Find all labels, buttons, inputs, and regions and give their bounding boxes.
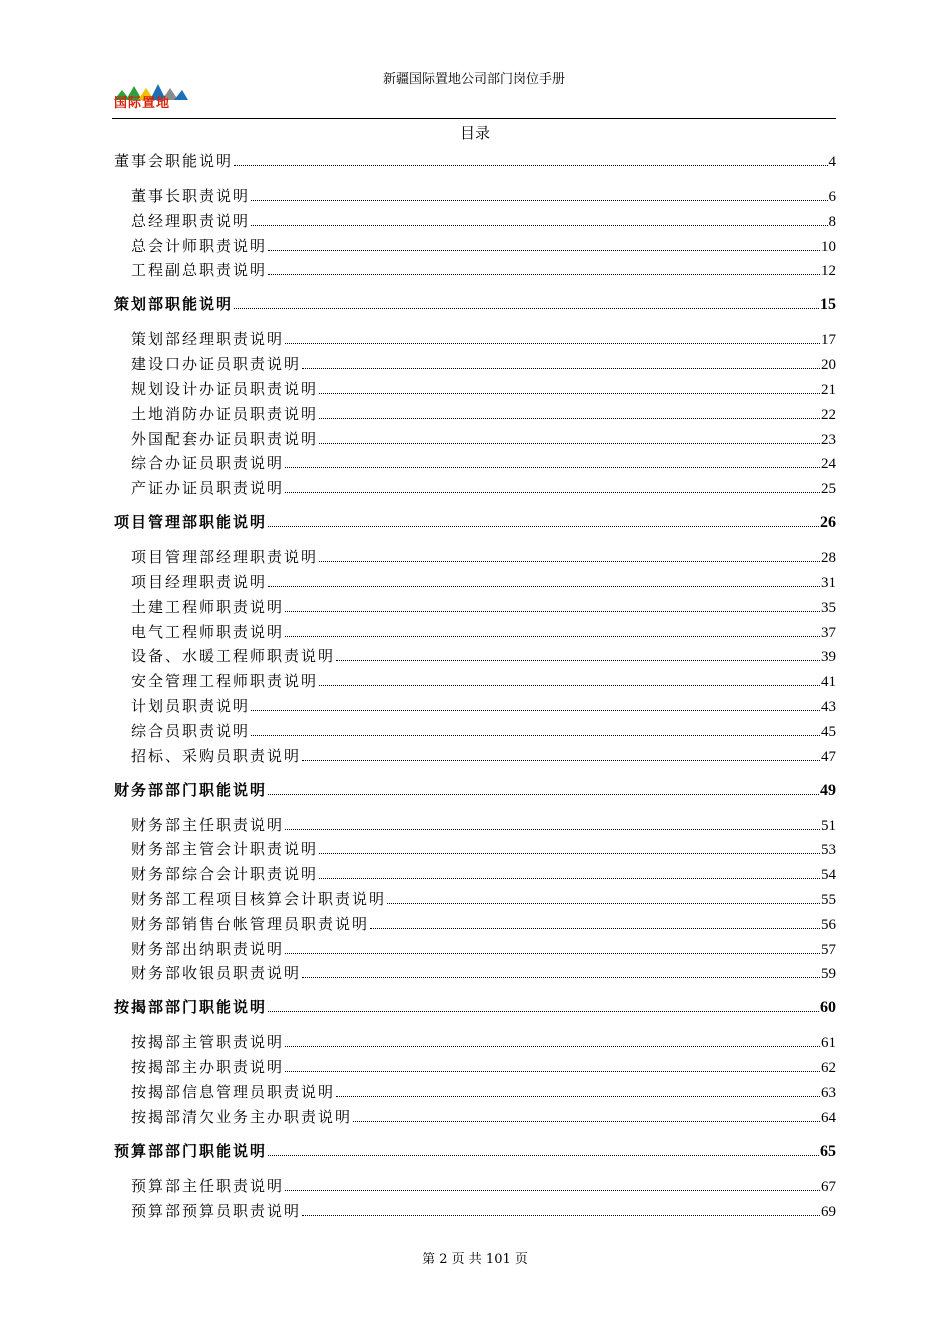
toc-page-number: 49 [820, 781, 836, 799]
toc-dot-leader [268, 249, 820, 251]
toc-entry[interactable] [131, 452, 836, 473]
toc-entry[interactable] [131, 378, 836, 399]
toc-entry-label: 按揭部主管职责说明 [131, 1033, 285, 1052]
toc-dot-leader [319, 877, 820, 879]
toc-section-entry[interactable] [114, 293, 836, 314]
toc-dot-leader [268, 793, 819, 795]
toc-page-number: 59 [821, 966, 836, 983]
page-footer: 第 2 页 共 101 页 [422, 1252, 528, 1267]
toc-dot-leader [251, 224, 827, 226]
toc-page-number: 21 [821, 382, 836, 398]
toc-page-number: 22 [821, 406, 836, 423]
toc-dot-leader [285, 635, 820, 637]
toc-page-number: 6 [828, 189, 836, 205]
toc-page-number: 24 [821, 456, 836, 473]
toc-page-number: 8 [828, 213, 836, 230]
toc-entry[interactable] [131, 863, 836, 884]
toc-entry[interactable] [131, 1031, 836, 1052]
toc-dot-leader [302, 367, 820, 369]
toc-page-number: 26 [820, 514, 836, 532]
toc-entry[interactable] [131, 695, 836, 716]
toc-entry-label: 外国配套办证员职责说明 [131, 429, 319, 448]
toc-dot-leader [319, 560, 820, 562]
toc-dot-leader [285, 1070, 820, 1072]
toc-page-number: 39 [821, 649, 836, 666]
toc-dot-leader [370, 927, 820, 929]
toc-entry[interactable] [131, 938, 836, 959]
toc-dot-leader [336, 1095, 820, 1097]
toc-page-number: 51 [821, 817, 836, 834]
toc-page-number: 12 [821, 263, 836, 280]
toc-entry-label: 土建工程师职责说明 [131, 597, 285, 616]
toc-dot-leader [251, 199, 827, 201]
toc-entry[interactable] [131, 745, 836, 766]
toc-dot-leader [319, 852, 820, 854]
toc-entry[interactable] [131, 185, 836, 206]
toc-entry[interactable] [131, 838, 836, 859]
toc-entry[interactable] [131, 888, 836, 909]
toc-entry-label: 项目管理部经理职责说明 [131, 548, 319, 567]
toc-entry-label: 预算部预算员职责说明 [131, 1201, 302, 1220]
toc-dot-leader [319, 417, 820, 419]
toc-entry[interactable] [131, 645, 836, 666]
toc-entry[interactable] [131, 353, 836, 374]
toc-entry-label: 策划部职能说明 [114, 295, 234, 314]
toc-dot-leader [387, 902, 820, 904]
toc-dot-leader [285, 952, 820, 954]
toc-entry[interactable] [131, 1200, 836, 1221]
toc-page-number: 65 [820, 1142, 836, 1160]
toc-dot-leader [319, 684, 820, 686]
toc-entry-label: 财务部部门职能说明 [114, 780, 268, 799]
toc-entry[interactable] [131, 814, 836, 835]
toc-page-number: 20 [821, 357, 836, 374]
toc-dot-leader [268, 585, 820, 587]
toc-entry-label: 总会计师职责说明 [131, 236, 268, 255]
toc-entry[interactable] [131, 210, 836, 231]
toc-entry-label: 财务部主任职责说明 [131, 815, 285, 834]
toc-entry[interactable] [131, 621, 836, 642]
toc-entry-label: 安全管理工程师职责说明 [131, 672, 319, 691]
toc-page-number: 64 [821, 1109, 836, 1126]
toc-dot-leader [285, 466, 820, 468]
toc-page-number: 15 [820, 296, 836, 314]
toc-entry-label: 建设口办证员职责说明 [131, 355, 302, 374]
toc-page-number: 47 [821, 748, 836, 765]
toc-entry-label: 工程副总职责说明 [131, 261, 268, 280]
toc-dot-leader [302, 976, 820, 978]
toc-page-number: 54 [821, 867, 836, 884]
toc-page-number: 45 [821, 723, 836, 740]
toc-entry[interactable] [131, 670, 836, 691]
toc-page-number: 17 [821, 332, 836, 349]
toc-dot-leader [251, 734, 820, 736]
toc-page-number: 57 [821, 941, 836, 958]
toc-dot-leader [268, 525, 819, 527]
toc-dot-leader [285, 610, 820, 612]
toc-entry-label: 按揭部部门职能说明 [114, 998, 268, 1017]
toc-page-number: 31 [821, 575, 836, 591]
toc-section-entry[interactable] [114, 150, 836, 171]
toc-dot-leader [234, 164, 827, 166]
toc-entry-label: 规划设计办证员职责说明 [131, 380, 319, 398]
toc-dot-leader [285, 1189, 820, 1191]
toc-entry-label: 按揭部主办职责说明 [131, 1058, 285, 1077]
toc-entry[interactable] [131, 720, 836, 741]
toc-entry[interactable] [131, 962, 836, 983]
toc-entry[interactable] [131, 259, 836, 280]
toc-entry-label: 计划员职责说明 [131, 697, 251, 715]
toc-entry[interactable] [131, 546, 836, 567]
toc-section-entry[interactable] [114, 779, 836, 800]
toc-dot-leader [302, 759, 820, 761]
toc-entry-label: 招标、采购员职责说明 [131, 746, 302, 765]
toc-page-number: 55 [821, 892, 836, 908]
toc-dot-leader [319, 392, 820, 394]
toc-page-number: 23 [821, 431, 836, 448]
toc-page-number: 56 [821, 916, 836, 933]
toc-entry[interactable] [131, 235, 836, 256]
toc-entry[interactable] [131, 1056, 836, 1077]
toc-section-entry[interactable] [114, 1140, 836, 1161]
toc-dot-leader [251, 709, 820, 711]
toc-dot-leader [302, 1214, 820, 1216]
toc-entry[interactable] [131, 913, 836, 934]
toc-entry-label: 财务部销售台帐管理员职责说明 [131, 914, 370, 933]
toc-entry-label: 财务部出纳职责说明 [131, 939, 285, 958]
toc-page-number: 61 [821, 1035, 836, 1052]
toc-page-number: 43 [821, 699, 836, 715]
toc-page-number: 35 [821, 599, 836, 616]
toc-dot-leader [353, 1120, 820, 1122]
toc-entry[interactable] [131, 428, 836, 449]
toc-dot-leader [285, 491, 820, 493]
toc-page-number: 63 [821, 1085, 836, 1101]
toc-dot-leader [319, 442, 820, 444]
toc-entry-label: 财务部主管会计职责说明 [131, 840, 319, 859]
toc-entry-label: 按揭部信息管理员职责说明 [131, 1083, 336, 1101]
document-header-title: 新疆国际置地公司部门岗位手册 [382, 72, 565, 87]
toc-entry-label: 综合员职责说明 [131, 721, 251, 740]
toc-entry[interactable] [131, 477, 836, 498]
toc-title: 目录 [459, 124, 490, 142]
toc-entry[interactable] [131, 1081, 836, 1102]
toc-page-number: 62 [821, 1060, 836, 1077]
toc-entry[interactable] [131, 1106, 836, 1127]
toc-entry-label: 董事会职能说明 [114, 152, 234, 170]
toc-entry-label: 总经理职责说明 [131, 211, 251, 230]
toc-page-number: 60 [820, 999, 836, 1017]
toc-entry-label: 财务部综合会计职责说明 [131, 865, 319, 884]
toc-entry-label: 电气工程师职责说明 [131, 622, 285, 641]
logo-text: 国际置地 [114, 96, 171, 111]
toc-section-entry[interactable] [114, 996, 836, 1017]
toc-page-number: 25 [821, 481, 836, 498]
toc-entry[interactable] [131, 596, 836, 617]
toc-dot-leader [285, 1045, 820, 1047]
toc-entry[interactable] [131, 403, 836, 424]
toc-entry[interactable] [131, 571, 836, 592]
toc-page-number: 37 [821, 624, 836, 641]
toc-entry-label: 项目经理职责说明 [131, 573, 268, 591]
toc-entry-label: 预算部部门职能说明 [114, 1141, 268, 1160]
toc-entry-label: 项目管理部职能说明 [114, 513, 268, 532]
toc-entry[interactable] [131, 328, 836, 349]
toc-section-entry[interactable] [114, 511, 836, 532]
toc-entry-label: 预算部主任职责说明 [131, 1176, 285, 1195]
toc-entry-label: 策划部经理职责说明 [131, 330, 285, 349]
toc-page-number: 53 [821, 842, 836, 859]
toc-page-number: 10 [821, 238, 836, 255]
toc-entry-label: 按揭部清欠业务主办职责说明 [131, 1107, 353, 1126]
toc-dot-leader [285, 342, 820, 344]
page-header [112, 62, 836, 119]
toc-dot-leader [268, 1010, 819, 1012]
toc-page-number: 41 [821, 674, 836, 691]
toc-entry[interactable] [131, 1175, 836, 1196]
toc-entry-label: 综合办证员职责说明 [131, 454, 285, 473]
toc-page-number: 4 [828, 154, 836, 170]
toc-page-number: 28 [821, 550, 836, 567]
toc-dot-leader [336, 659, 820, 661]
toc-entry-label: 设备、水暖工程师职责说明 [131, 647, 336, 666]
toc-entry-label: 财务部收银员职责说明 [131, 964, 302, 983]
toc-entry-label: 董事长职责说明 [131, 187, 251, 205]
toc-page-number: 67 [821, 1178, 836, 1195]
toc-entry-label: 产证办证员职责说明 [131, 479, 285, 498]
toc-page-number: 69 [821, 1203, 836, 1220]
toc-entry-label: 财务部工程项目核算会计职责说明 [131, 890, 387, 908]
toc-entry-label: 土地消防办证员职责说明 [131, 404, 319, 423]
toc-dot-leader [268, 1154, 819, 1156]
toc-dot-leader [285, 828, 820, 830]
toc-dot-leader [234, 307, 819, 309]
toc-dot-leader [268, 273, 820, 275]
